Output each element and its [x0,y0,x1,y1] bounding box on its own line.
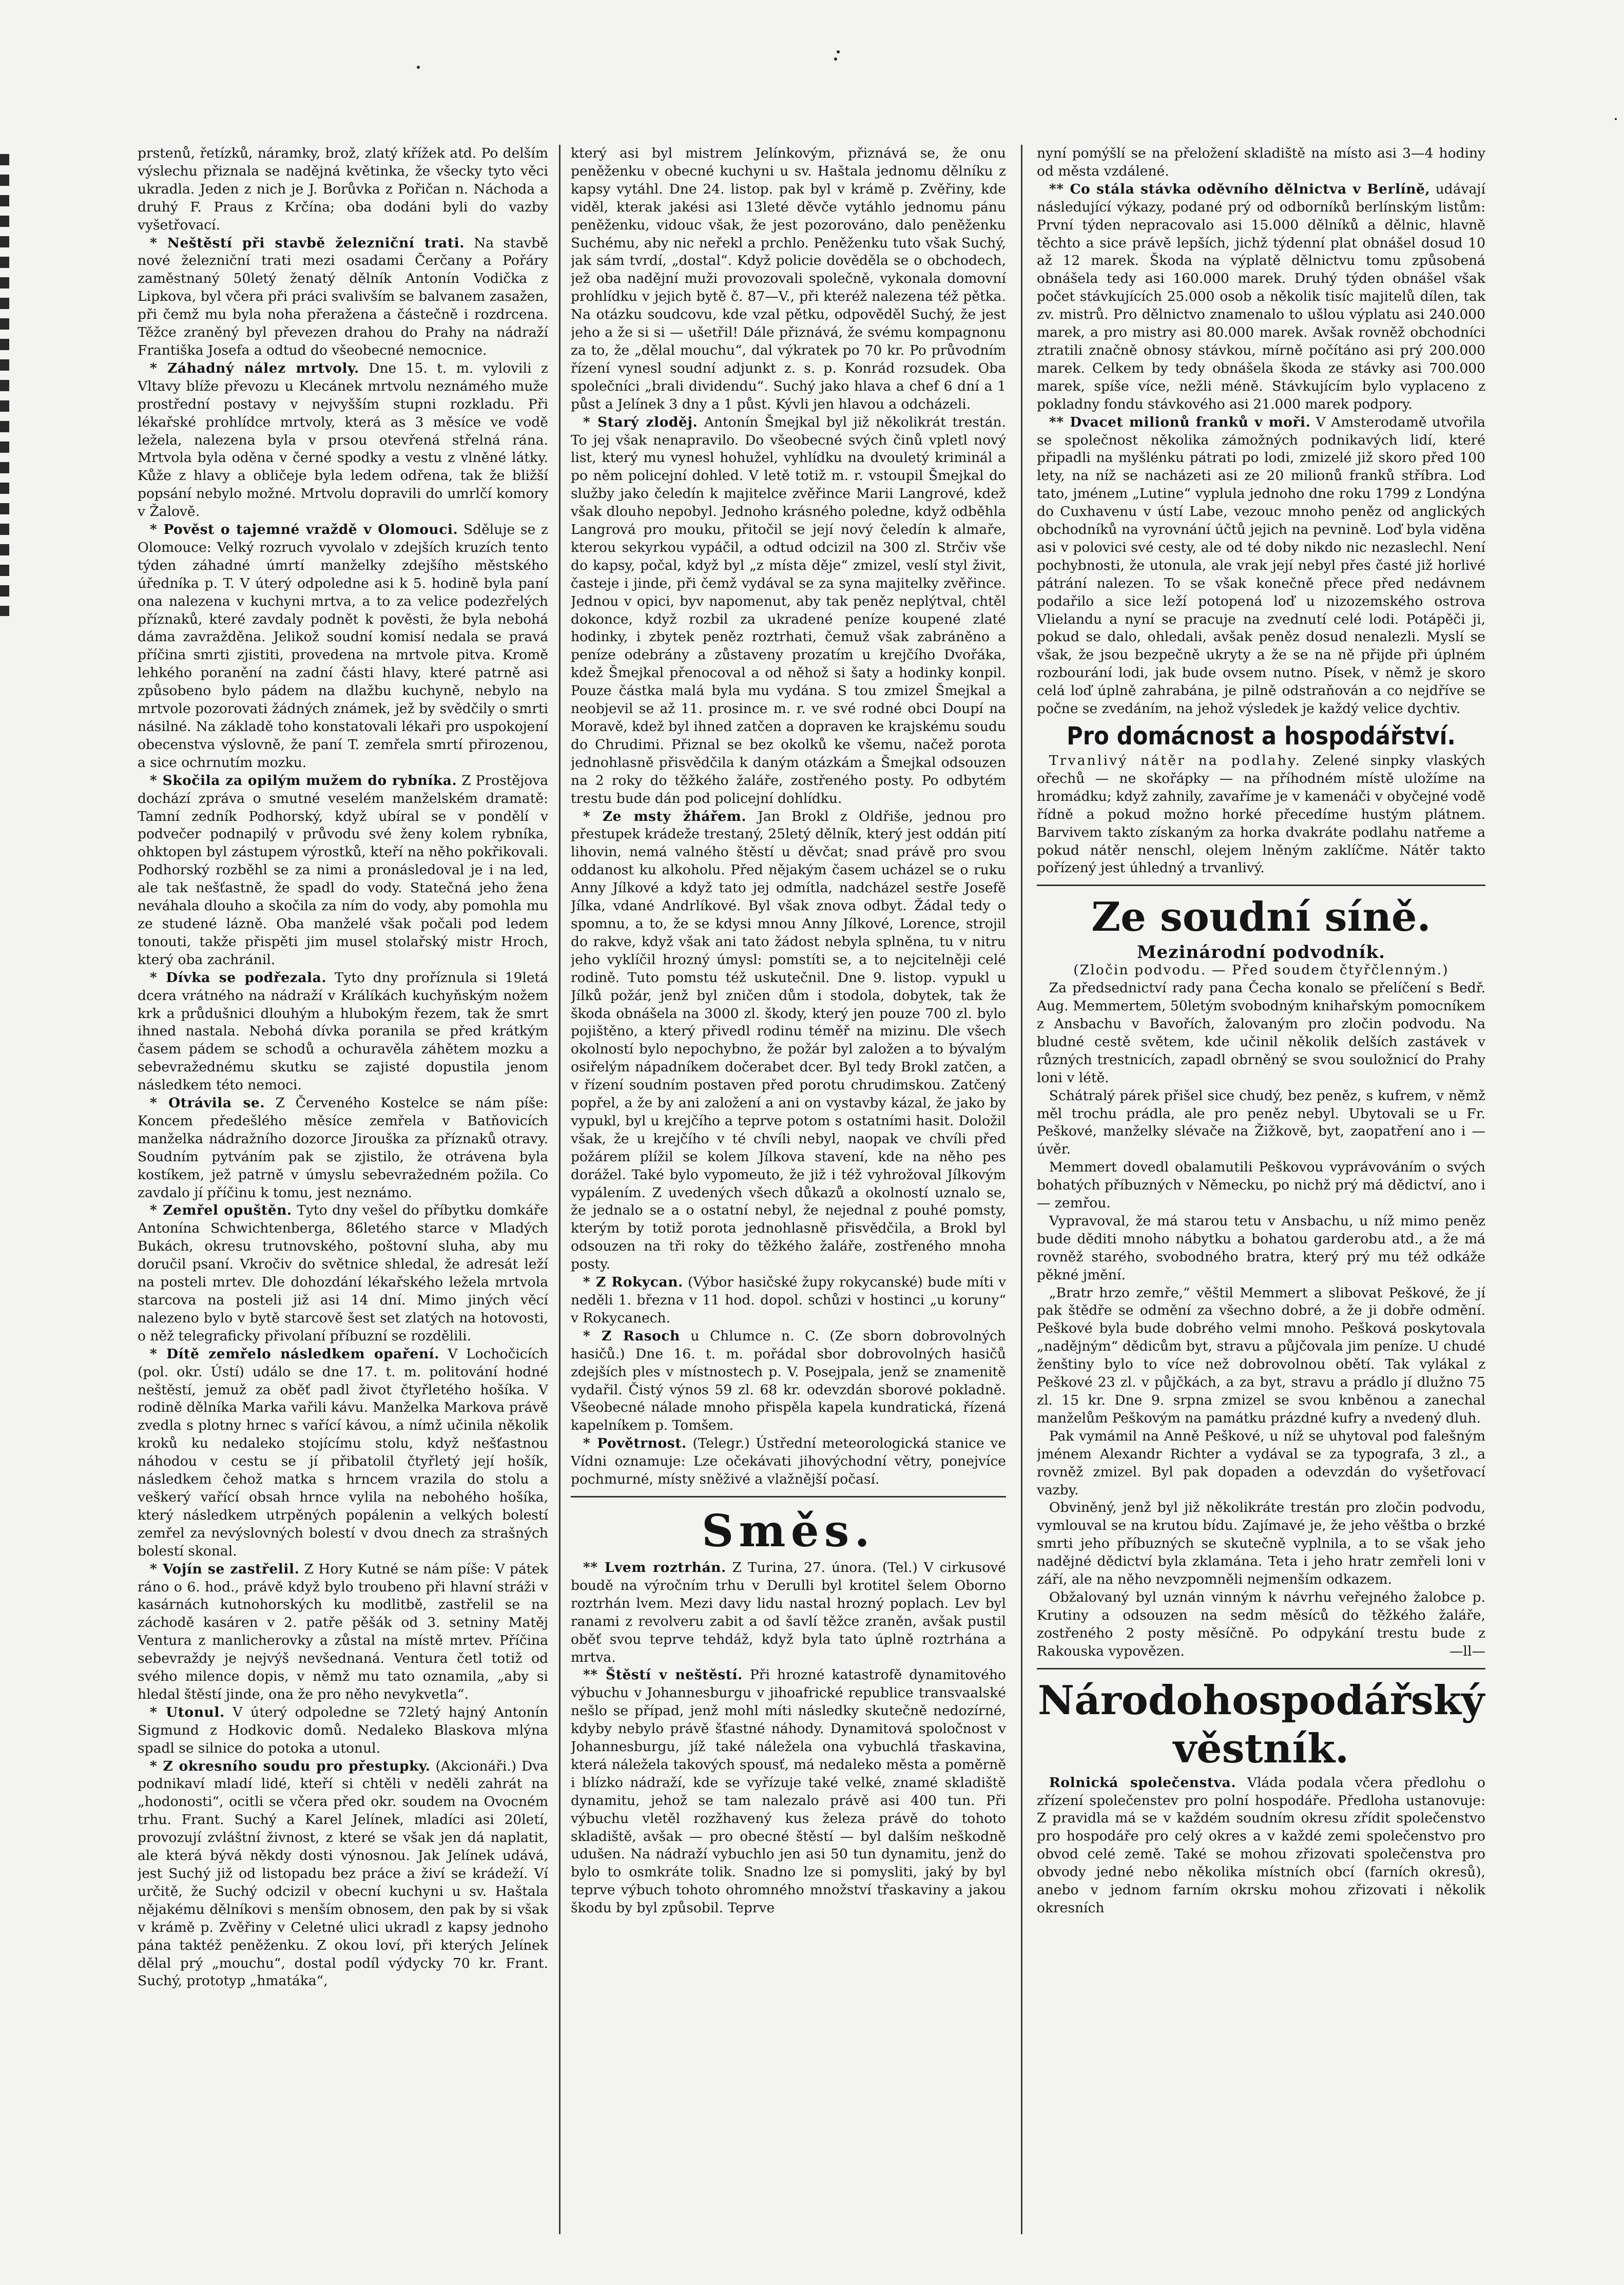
speck [1615,118,1617,120]
article-paragraph [138,1704,548,1758]
section-heading: Směs. [702,1505,875,1557]
article-lead: * Ze msty žhářem. [583,808,747,824]
article-lead: ** Štěstí v neštěstí. [583,1667,743,1683]
article-text: Obviněný, jenž byl již několikráte trestán pro zločin podvodu, vymlouval se na krutou bídu. Zajímavé je, že jeho věštba o brzké smrti jeho příbuzných se skutečně vyplnila, a to se však jeho nadějné dědictví byla zklamána. Teta i jeho hratr zemřeli loni v září, ale na něho nevzpomněli nejmenším odkazem. [1037,1500,1485,1588]
article-lead: ** Dvacet milionů franků v moři. [1049,414,1311,430]
article-text: Antonín Šmejkal byl již několikrát trestán. To jej však nenapravilo. Do všeobecné svých činů vpletl nový list, který mu vynesl hohužel, vyhlídku na dvouletý kriminál a po něm policejní dohled. V letě totiž m. r. vstoupil Šmejkal do služby jako čeledín k majitelce zvěřince Marii Langrové, kdež však dlouho nepobyl. Jednoho krásného poledne, když odběhla Langrová pro mouku, přitočil se její nový čeledín k almaře, kterou sekyrkou vypáčil, a odtud odcizil na 300 zl. Strčiv vše do kapsy, počal, když byl „z místa děje“ zmizel, veslí styl živit, časteje i jinde, při čemž vydával se za syna majitelky zvěřince. Jednou v opici, byv napomenut, aby tak peněz neplýtval, chtěl dokonce, když rozbil za ukradené peníze koupené zlaté hodinky, i zbytek peněz roztrhati, čemuž však zabráněno a peníze odebrány a zůstaveny prozatím u krejčího Dvořáka, kdež Šmejkal přenocoval a od něhož si šaty a hodinky konpil. Pouze částka malá byla mu vydána. S tou zmizel Šmejkal a neobjevil se až 11. prosince m. r. ve své rodné obci Doupí na Moravě, kdež byl ihned zatčen a dopraven ke krajskému soudu do Chrudimi. Přiznal se bez okolků ke všemu, načež porota jednohlasně přisvědčila k daným otázkám a Šmejkal odsouzen na 2 roky do těžkého žaláře, zostřeného posty. Po odbytém trestu bude dán pod policejní dohlídku. [571,414,1006,807]
article-paragraph [138,1758,548,1991]
binding-edge [0,154,9,616]
article-paragraph [571,1274,1006,1328]
article-text: Schátralý párek přišel sice chudý, bez peněz, s kufrem, v němž měl trochu prádla, ale pro peněz nebyl. Ubytovali se u Fr. Peškové, manželky slévače na Žižkově, byt, zaopatření ano i — úvěr. [1037,1087,1485,1158]
article-subheadline: (Zločin podvodu. — Před soudem čtyřčlenným.) [1073,962,1449,978]
speck [417,66,420,69]
article-text: Tyto dny proříznula si 19letá dcera vrátného na nádraží v Králíkách kuchyňským nožem krk a průdušnici dlouhým a hlubokým řezem, tak že smrt ihned nastala. Nebohá dívka poranila se před krátkým časem pádem se schodů a ochuravěla záhětem mozku a sebevražednému skutku se zajisté dopustila jenom následkem této nemoci. [138,969,548,1093]
article-lead: * Zemřel opuštěn. [149,1202,292,1219]
article-paragraph [1037,1087,1485,1159]
article-paragraph [1037,1159,1485,1213]
column-rule [1021,145,1022,2234]
article-text: (Výbor hasičské župy rokycanské) bude míti v neděli 1. března v 11 hod. dopol. schůzi v hostinci „u koruny“ v Rokycanech. [571,1274,1006,1326]
article-paragraph [571,414,1006,808]
article-lead: * Neštěstí při stavbě železniční trati. [149,235,465,251]
article-text: Sděluje se z Olomouce: Velký rozruch vyvolalo v zdejších kruzích tento týden záhadné úmrtí manželky zdejšího městského úředníka p. T. V úterý odpoledne asi k 5. hodině byla paní ona nalezena v kuchyni mrtva, a to za velice podezřelých příznaků, které zavdaly podnět k pověsti, že byla nebohá dáma zavražděna. Jelikož soudní komisí nedala se pravá příčina smrti zjistiti, provedena na mrtvole pitva. Kromě lehkého poranění na zadní části hlavy, které patrně asi způsobeno bylo pádem na dlažbu kuchyně, nebylo na mrtvole pozorovati žádných známek, jež by svědčily o smrti násilné. Na základě toho konstatovali lékaři pro uspokojení obecenstva výslovně, že paní T. zemřela smrtí přirozenou, a sice ochrnutím mozku. [138,522,548,771]
article-lead: * Otrávila se. [149,1095,265,1111]
article-paragraph [1037,1213,1485,1284]
article-paragraph [1037,980,1485,1087]
article-lead: * Povětrnost. [583,1435,687,1452]
article-lead: * Z Rokycan. [583,1274,683,1291]
article-text: prstenů, řetízků, náramky, brož, zlatý křížek atd. Po delším výslechu přiznala se nadějná květinka, že všecky tyto věci ukradla. Jeden z nich je J. Borůvka z Pořičan n. Náchoda a druhý F. Praus z Krčína; oba dodáni byli do vazby vyšetřovací. [138,145,548,233]
article-text: Dne 15. t. m. vylovili z Vltavy blíže převozu u Klecánek mrtvolu neznámého muže prostřední postavy v nejvyšším stupni rozkladu. Při lékařské prohlídce mrtvoly, která as 3 měsíce ve vodě ležela, nalezena byla v prsou otevřená střelná rána. Mrtvola byla oděna v černé spodky a vestu z vlněné látky. Kůže z hlavy a obličeje byla ledem odřena, tak že bližší popsání nebylo možné. Mrtvolu dopravili do umrlčí komory v Žalově. [138,360,548,520]
section-rule [1037,885,1485,886]
article-text: Z Hory Kutné se nám píše: V pátek ráno o 6. hod., právě když bylo troubeno při hlavní stráži v kasárnách kutnohorských ku modlitbě, zastřelil se na záchodě kasáren v 2. patře pěšák od 3. setniny Matěj Ventura z manlicherovky a zůstal na místě mrtev. Příčina sebevraždy je nejvýš nevšednaná. Ventura četl totiž od svého milence dopis, v němž mu tato oznamila, „aby si hledal štěstí jinde, ona že pro něho nevykvetla“. [138,1561,548,1702]
article-text: Obžalovaný byl uznán vinným k návrhu veřejného žalobce p. Krutiny a odsouzen na sedm měsíců do těžkého žaláře, zostřeného 2 posty měsíčně. Po odpykání trestu bude z Rakouska vypovězen. [1037,1589,1485,1659]
article-lead: * Vojín se zastřelil. [149,1561,300,1577]
article-paragraph [1037,414,1485,718]
article-signature: —ll— [1449,1643,1485,1659]
section-rule [1037,1668,1485,1669]
article-paragraph [1037,1428,1485,1500]
article-text: který asi byl mistrem Jelínkovým, přiznává se, že onu peněženku v obecné kuchyni u sv. Haštala jednomu dělníku z kapsy vytáhl. Dne 24. listop. pak byl v krámě p. Zvěřiny, kde viděl, kterak jakési asi 13leté děvče vytáhlo jednomu pánu peněženku, vidouc však, že jest pozorováno, dalo peněženku Suchému, aby nic neřekl a prchlo. Peněženku tuto však Suchý, jak sám tvrdí, „dostal“. Když policie dověděla se o obchodech, jež oba nadějní muži provozovali společně, vykonala domovní prohlídku v jejich bytě č. 87—V., při kteréž nalezena též pětka. Na otázku soudcovu, kde vzal pětku, odpověděl Suchý, že jest jeho a že si si — ušetřil! Dále přiznává, že svému kompagnonu za to, že „dělal mouchu“, dal výkratek po 70 kr. Po průvodním řízení vynesl soudní adjunkt z. s. p. Konrád rozsudek. Oba společníci „brali dividendu“. Suchý jako hlava a chef 6 dní a 1 půst a Jelínek 3 dny a 1 půst. Kývli jen hlavou a odcházeli. [571,145,1006,412]
section-rule [571,1496,1006,1497]
article-text: „Bratr hrzo zemře,“ věštil Memmert a slibovat Peškové, že jí pak štědře se odmění za všechno dobré, a že ji dobře odmění. Peškové byla bude dobrého velmi mnoho. Pešková poskytovala „nadějným“ dědicům byt, stravu a půjčovala jim peníze. U chudé ženštiny bylo to více než dobrovolnou obětí. Tak vylákal z Peškové 23 zl. v půjčkách, a za byt, stravu a prádlo jí dlužno 75 zl. 15 kr. Dne 9. srpna zmizel se svou knběnou a zanechal manželům Peškovým na památku prázdné kufry a nvedený dluh. [1037,1284,1485,1426]
article-paragraph [1037,1774,1485,1917]
article-paragraph [571,1435,1006,1489]
article-text: Z Turina, 27. února. (Tel.) V cirkusové boudě na výročním trhu v Derulli byl krotitel šelem Oborno roztrhán lvem. Mezi davy lidu nastal hrozný poplach. Lev byl ranami z revolveru zabit a od šavlí těžce zraněn, avšak pustil oběť svou teprve tehdáž, když byla tato úplně roztrhána a mrtva. [571,1559,1006,1665]
article-text: (Telegr.) Ústřední meteorologická stanice ve Vídni oznamuje: Lze očekávati jihovýchodní větry, ponejvíce pochmurné, místy sněživé a vlažnější počasí. [571,1435,1006,1488]
article-text: Jan Brokl z Oldřiše, jednou pro přestupek krádeže trestaný, 25letý dělník, který jest oddán pití lihovin, nemá valného štěstí u děvčat; snad právě pro svou oddanost ku alkoholu. Před nějakým časem ucházel se o ruku Anny Jílkové a když tato jej odmítla, nadcházel sestře Josefě Jílka, vdané Andrlíkové. Byl však znova odbyt. Žádal tedy o spomnu, a to, že se kdysi mnou Anny Jílkové, Lorence, strojil do rakve, když však ani tato žádost nebyla splněna, tu v nitru jeho vyklíčil hrozný úmysl: pomstíti se, a to nejcitelněji celé rodině. Tuto pomstu též uskutečnil. Dne 9. listop. vypukl u Jílků požár, jenž byl zničen dům i stodola, dobytek, tak že škoda obnášela na 3000 zl. škody, který jen pouze 700 zl. bylo pojištěno, a který přivedl rodinu téměř na mizinu. Dle všech okolností bylo nepochybno, že požár byl založen a to bývalým osiřelým nápadníkem dočerabet dcer. Byl tedy Brokl zatčen, a v řízení soudním postaven před porotu chrudimskou. Zatčený popřel, a že by ani založení a ani on vystavby kázal, že jako by vypukl, byl u krejčího a teprve potom s ostatními hasit. Doložil však, že u krejčího v té chvíli nebyl, naopak ve chvíli před požárem plížil se kolem Jílkova stavení, kde na něho pes dorážel. Také bylo vypomeuto, že již i též vyhrožoval Jílkovým vypálením. Z uvedených všech důkazů a okolností uznalo se, že jednalo se a o ostatní nebyl, že nejednal z pouhé pomsty, kterým by totiž porota jednohlasně přisvědčila, a Brokl byl odsouzen na tři roky do těžkého žaláře, zostřeného mnoha posty. [571,808,1006,1273]
article-paragraph [571,145,1006,414]
column-rule [559,145,560,2234]
article-text: Z Prostějova dochází zpráva o smutné veselém manželském dramatě: Tamní zedník Podhorský, když ubíral se v pondělí v podvečer podnapilý v průvodu své ženy kolem rybníka, ohktopen byl zástupem výrostků, kteří na něho pokřikovali. Podhorský rozběhl se za nimi a pronásledoval je i na led, ale tak nešťastně, že spadl do vody. Statečná jeho žena neváhala dlouho a skočila za ním do vody, aby pomohla mu ze studené lázně. Oba manželé však počali pod ledem tonouti, takže přispěti jim musel stolařský mistr Hroch, který oba zachránil. [138,772,548,968]
article-paragraph [1037,1589,1485,1661]
column-2 [571,145,1006,2270]
column-3 [1037,145,1485,2270]
article-paragraph [1037,1499,1485,1589]
article-paragraph [138,772,548,969]
section-heading: Pro domácnost a hospodářství. [1067,722,1456,751]
article-text: Při hrozné katastrofě dynamitového výbuchu v Johannesburgu v jihoafrické republice transvaalské nešlo se případ, jenž mohl míti následky skutečně nedozírné, kdyby nebylo právě šťastné náhody. Dynamitová spoločnost v Johannesburgu, jíž také náležela ona vybuchlá třaskavina, která náležela takových spousť, má nedaleko města a poměrně i blízko nádraží, kde se vyřízuje také velké, znamé skladiště dynamitu, jehož se tam nalezalo právě asi 400 tun. Při výbuchu vletěl rozžhavený kus železa právě do tohoto skladiště, avšak — pro obecné štěstí — byl dalším neškodně udušen. Na nádraží vybuchlo jen asi 50 tun dynamitu, jenž do bylo to osmkráte tolik. Snadno lze si pomysliti, jaký by byl teprve výbuch tohoto ohromného množství třaskaviny a jakou škodu by byl způsobil. Teprve [571,1667,1006,1916]
article-text: Na stavbě nové železniční trati mezi osadami Čerčany a Pořáry zaměstnaný 50letý ženatý dělník Antonín Vodička z Lipkova, byl včera při práci svalivším se balvanem zasažen, při čemž mu byla noha přeražena a částečně i rozdrcena. Těžce zraněný byl převezen drahou do Prahy na nádraží Františka Josefa a odtud do všeobecné nemocnice. [138,235,548,358]
article-paragraph [571,1559,1006,1666]
article-text: Memmert dovedl obalamutili Peškovou vyprávováním o svých bohatých příbuzných v Německu, po nichž prý má dědictví, ano i — zemřou. [1037,1159,1485,1212]
article-paragraph [138,1095,548,1202]
article-text: V Amsterodamě utvořila se společnost několika zámožných podnikavých lidí, které připadli na myšlénku pátrati po lodi, zmizelé již skoro před 100 lety, na níž se nacházeti asi ze 20 milionů franků stříbra. Loď tato, jménem „Lutine“ vyplula jednoho dne roku 1799 z Londýna do Cuxhavenu v ústí Labe, vezouc mnoho peněz od anglických obchodníků na vyrovnání účtů jejich na pevnině. Loď byla viděna asi v polovici své cesty, ale od té doby nikdo nic nezaslechl. Není pochybnosti, že utonula, ale vrak její nebyl přes časté již horlivé pátrání nalezen. To se však konečně přece před nedávnem podařilo a sice leží potopená loď u nizozemského ostrova Vlielandu a nyní se pracuje na zvednutí celé lodi. Potápěči ji, pokud se dalo, ohledali, avšak peněz dosud nenalezli. Myslí se však, že jsou bezpečně ukryty a že se na ně přijde při úplném rozbourání lodi, jak bude ovsem nutno. Písek, v němž je skoro celá loď úplně zahrabána, je pilně odstraňován a co nejdříve se počne se zvedáním, na jehož výsledek je každý velice dychtiv. [1037,414,1485,717]
article-text: V Lochočicích (pol. okr. Ústí) událo se dne 17. t. m. politování hodné neštěstí, jemuž za oběť padl život čtyřletého hošíka. V rodině dělníka Marka vařili kávu. Manželka Markova právě zvedla s plotny hrnec s vařící kávou, a nímž učinila několik kroků ku nedaleko stojícímu stolu, když nešťastnou náhodou v cestu se jí přibatolil čtyřletý její hošík, následkem čehož matka s hrncem vrazila do stolu a veškerý vařící obsah hrnce vylila na nebohého hošíka, který následkem utrpěných popálenin a velkých bolestí zemřel za nevýslovných bolestí v dvou dnech za strašných bolestí skonal. [138,1346,548,1559]
article-paragraph [138,360,548,521]
article-paragraph [138,1202,548,1345]
article-text: Pak vymámil na Anně Peškové, u níž se uhytoval pod falešným jménem Alexandr Richter a vydával se za typografa, 3 zl., a rovněž zmizel. Byl pak dopaden a odevzdán do vyšetřovací vazby. [1037,1428,1485,1498]
article-text: udávají následující výkazy, podané prý od odborníků berlínským listům: První týden nepracovalo asi 15.000 dělníků a dělnic, hlavně těchto a sice právě lepších, jichž týdenní plat obnášel dosud 10 až 12 marek. Škoda na výplatě dělnictvu tomu způsobená obnášela tedy asi 160.000 marek. Druhý týden obnášel však počet stávkujících 25.000 osob a několik tisíc majitelů dílen, tak zv. mistrů. Pro dělnictvo znamenalo to ušlou výplatu asi 240.000 marek, a pro mistry asi 80.000 marek. Avšak rovněž obchodníci ztratili značně obnosy stávkou, mírně počítáno asi prý 200.000 marek. Celkem by tedy obnášela škoda ze stávky asi 700.000 marek, spíše více, nežli méně. Stávkujícím bylo vyplaceno z pokladny fondu stávkového asi 21.000 marek podpory. [1037,181,1485,412]
article-paragraph [1037,1284,1485,1428]
speck [834,57,837,61]
article-text: Vláda podala včera předlohu o zřízení společenstev pro polní hospodáře. Předloha ustanovuje: Z pravidla má se v každém soudním okresu zřídit společenstvo pro hospodáře pro celý okres a v každé zemi společenstvo pro obvod celé země. Také se mohou zřizovati společenstva pro obvody jedné nebo několika místních obcí (farních okresů), anebo v jednom farním okrsku mohou zřizovati i několik okresních [1037,1774,1485,1916]
article-text: Tyto dny vešel do příbytku domkáře Antonína Schwichtenberga, 86letého starce v Mladých Bukách, okresu trutnovského, poštovní sluha, aby mu doručil psaní. Vkročiv do světnice shledal, že adresát leží na posteli mrtev. Dle dohozdání lékařského ležela mrtvola starcova na posteli již asi 14 dní. Mimo jiných věcí nalezeno bylo v bytě starcově šest set zlatých na hotovosti, o něž telegraficky přivolaní příbuzní se rozdělili. [138,1202,548,1344]
column-1 [138,145,548,2270]
article-lead: * Dítě zemřelo následkem opaření. [149,1346,439,1362]
article-text: Za předsednictví rady pana Čecha konalo se přelíčení s Bedř. Aug. Memmertem, 50letým svobodným knihařským pomocníkem z Ansbachu v Bavořích, žalovaným pro zločin podvodu. Na bludné cestě světem, kde učinil několik delších zastávek v různých trestnicích, zapadl obrněný se svou souložnicí do Prahy loni v létě. [1037,980,1485,1086]
article-text: u Chlumce n. C. (Ze sborn dobrovolných hasičů.) Dne 16. t. m. pořádal sbor dobrovolných hasičů zdejších ples v místnostech p. V. Posejpala, jenž se znamenitě vydařil. Čistý výnos 59 zl. 68 kr. odevzdán sborové pokladně. Všeobecné nálade mnoho přispěla kapela kundratická, řízená kapelníkem p. Tomšem. [571,1328,1006,1434]
article-lead: ** Co stála stávka oděvního dělnictva v Berlíně, [1049,181,1430,197]
article-lead: * Starý zloděj. [583,414,698,430]
article-text: Zelené sinpky vlaských ořechů — ne skořápky — na příhodném místě uložíme na hromádku; když zahnily, zavaříme je v kamenáči v obyčejné vodě řídně a pokud možno horké přecedíme hustým plátnem. Barvivem takto získaným za horka dvakráte podlahu natřeme a pokud nátěr nenschl, olejem lněným zaklíčme. Nátěr takto pořízený jest úhledný a trvanlivý. [1037,753,1485,876]
article-text: V úterý odpoledne se 72letý hajný Antonín Sigmund z Hodkovic domů. Nedaleko Blaskova mlýna spadl se silnice do potoka a utonul. [138,1704,548,1756]
article-lead: ** Lvem roztrhán. [583,1559,726,1576]
article-paragraph [1037,752,1485,877]
article-lead: Trvanlivý nátěr na podlahy. [1049,753,1302,769]
article-lead: * Utonul. [149,1704,225,1720]
article-lead: Rolnická společenstva. [1049,1774,1236,1791]
article-paragraph [571,1666,1006,1917]
article-text: nyní pomýšlí se na přeložení skladiště na místo asi 3—4 hodiny od města vzdálené. [1037,145,1485,179]
article-lead: * Dívka se podřezala. [149,969,327,986]
article-lead: * Záhadný nález mrtvoly. [149,360,359,376]
article-paragraph [138,969,548,1095]
article-paragraph [138,235,548,360]
article-headline: Mezinárodní podvodník. [1137,942,1385,963]
article-lead: * Z okresního soudu pro přestupky. [149,1758,431,1774]
article-lead: * Pověst o tajemné vraždě v Olomouci. [149,522,458,538]
section-heading: Národohospodářský věstník. [1037,1677,1485,1772]
article-paragraph [571,1328,1006,1435]
article-lead: * Skočila za opilým mužem do rybníka. [149,772,457,789]
section-heading: Ze soudní síně. [1091,894,1431,941]
article-paragraph [138,1346,548,1561]
article-paragraph [138,145,548,235]
article-paragraph [138,1561,548,1704]
article-paragraph [571,808,1006,1274]
article-text: (Akcionáři.) Dva podnikaví mladí lidé, kteří si chtěli v neděli zahrát na „hodonosti“, ocitli se včera před okr. soudem na Ovocném trhu. Frant. Suchý a Karel Jelínek, mladíci asi 20letí, provozují zvláštní živnost, z které se však jen dá naplatit, ale která bývá někdy dosti výnosnou. Jak Jelínek udává, jest Suchý již od listopadu bez práce a živí se krádeží. Ví určitě, že Suchý odcizil v obecní kuchyni u sv. Haštala nějakému dělníkovi s menším obnosem, den pak by si však v krámě p. Zvěřiny v Celetné ulici ukradl z kapsy jednoho pána taktéž peněženku. Z okou loví, při kterých Jelínek dělal prý „mouchu“, dostal podíl výdycky 70 kr. Frant. Suchý, prototyp „hmatáka“, [138,1758,548,1989]
article-text: Vypravoval, že má starou tetu v Ansbachu, u níž mimo peněz bude děditi mnoho nábytku a bohatou garderobu atd., a že má rovněž starého, svobodného bratra, který prý mu též odkáže pěkné jmění. [1037,1213,1485,1283]
speck [837,50,840,53]
article-paragraph [138,521,548,772]
article-paragraph [1037,181,1485,414]
article-lead: * Z Rasoch [583,1328,680,1344]
article-text: Z Červeného Kostelce se nám píše: Koncem předešlého měsíce zemřela v Batňovicích manželka nádražního dozorce Jirouška za příznaků otravy. Soudním pytváním pak se zjistilo, že otrávena byla kostíkem, jež patrně v úmyslu sebevražedném požila. Co zavdalo jí příčinu k tomu, jest neznámo. [138,1095,548,1201]
article-paragraph [1037,145,1485,181]
